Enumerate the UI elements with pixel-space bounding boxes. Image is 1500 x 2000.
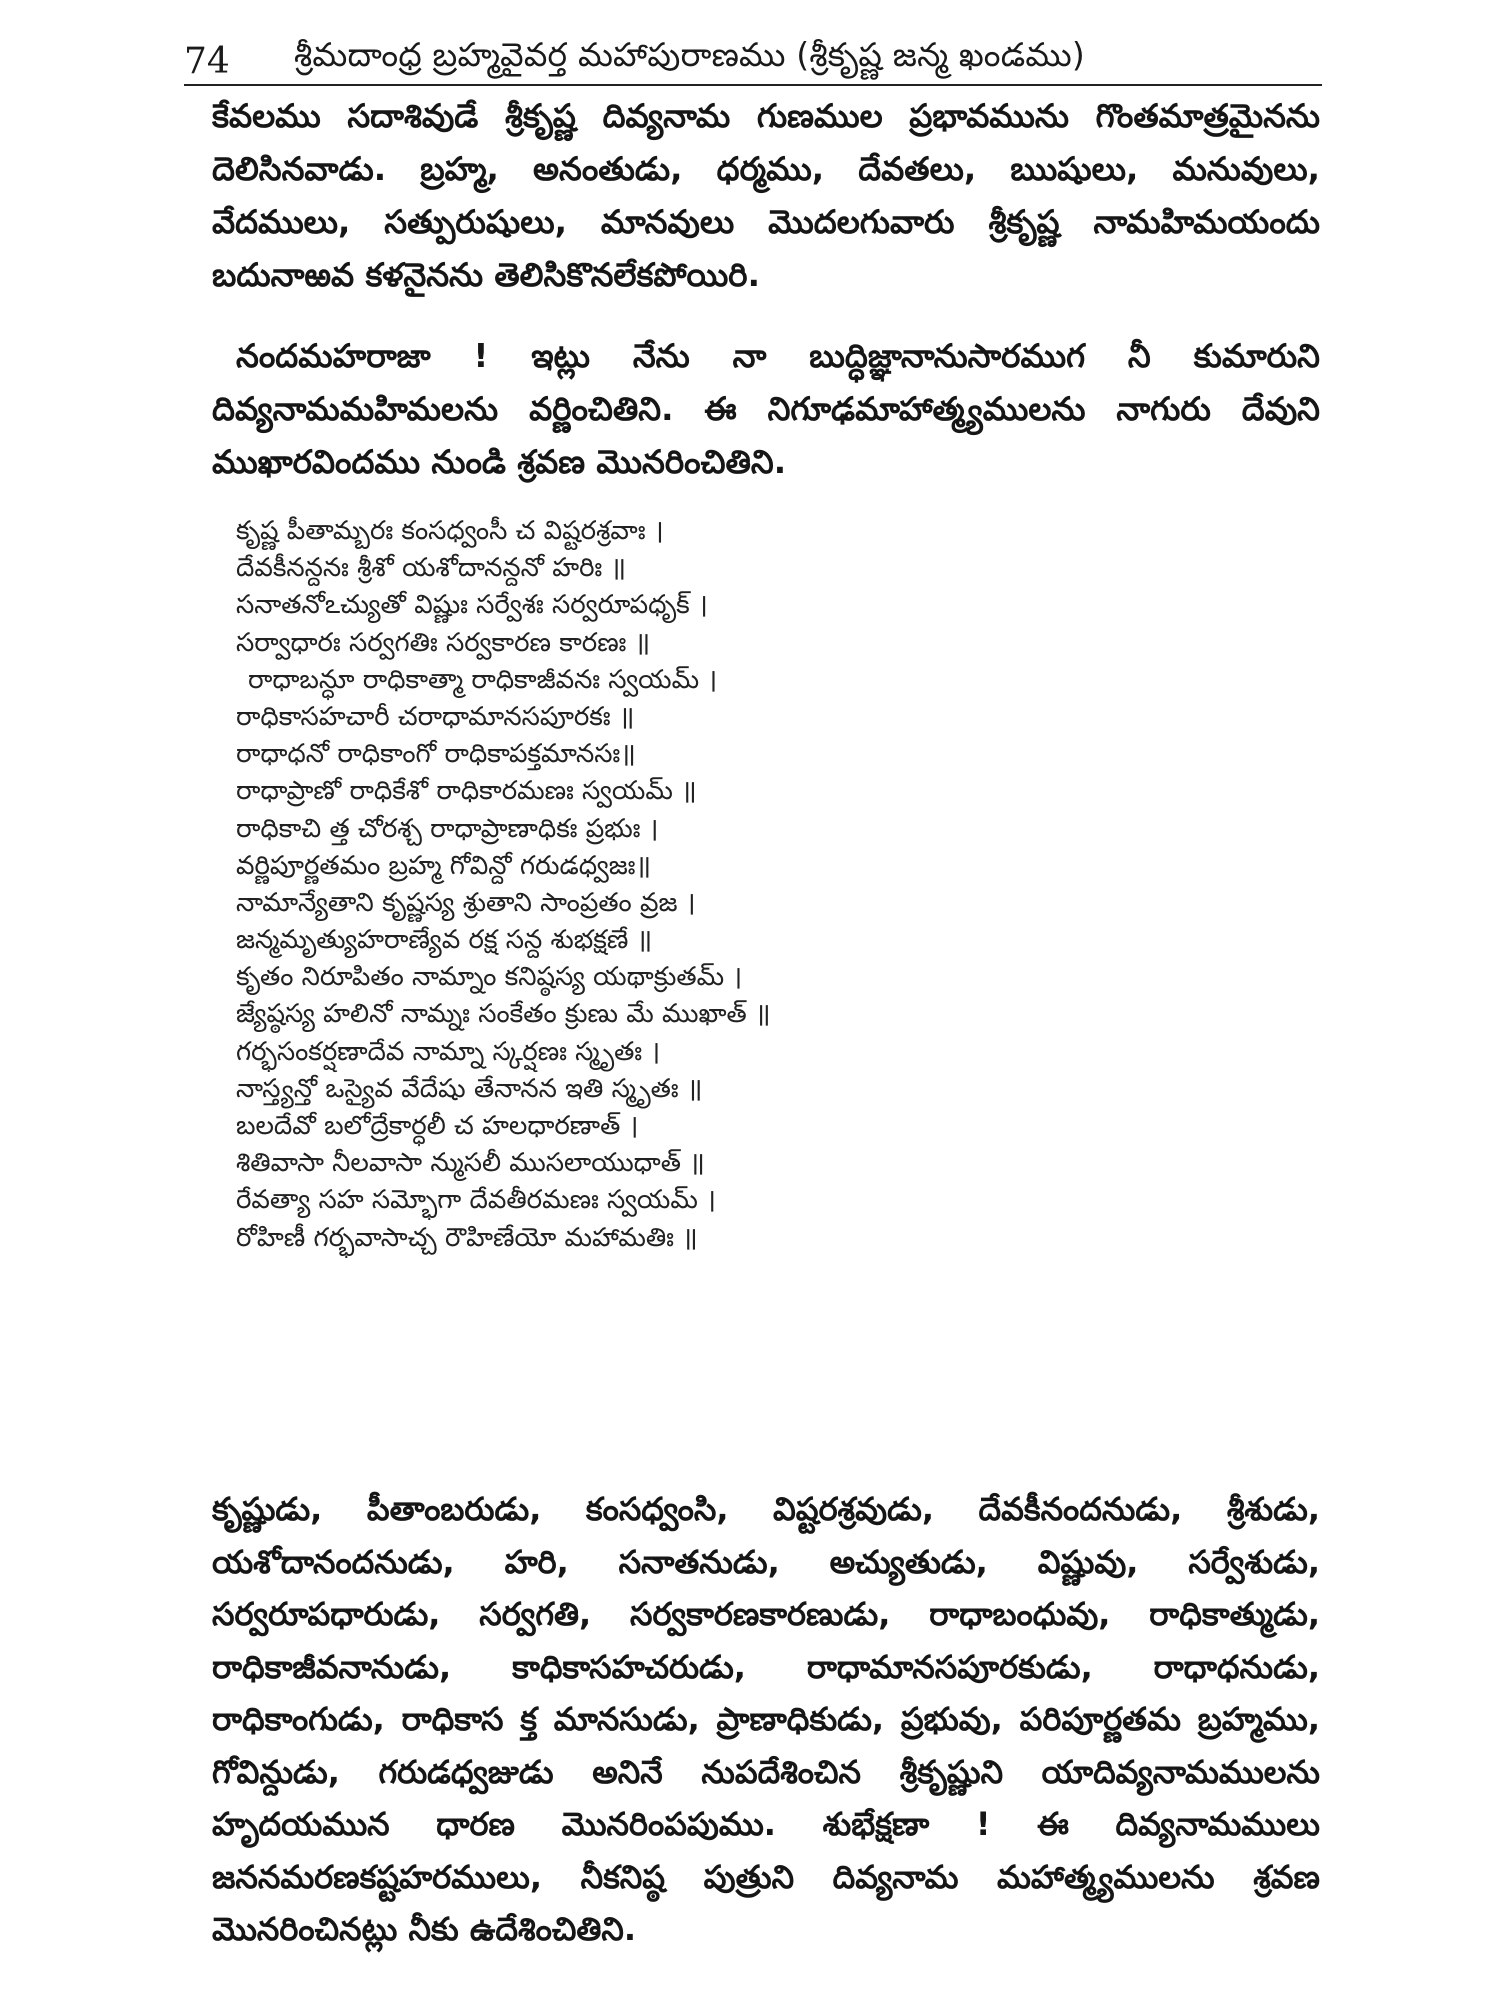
paragraph-2: నందమహరాజా ! ఇట్లు నేను నా బుద్ధిజ్ఞానానుసారముగ నీ కుమారుని దివ్యనామమహిమలను వర్ణించితిని. ఈ నిగూఢమాహాత్మ్యములను నాగురు దేవుని ముఖారవిందము నుండి శ్రవణ మొనరించితిని. bbox=[212, 337, 1320, 481]
verse-line: రాధాప్రాణో రాధికేశో రాధికారమణః స్వయమ్ ॥ bbox=[236, 776, 697, 807]
verse-line: గర్భసంకర్షణాదేవ నామ్నా స్కర్షణః స్మృతః । bbox=[236, 1036, 661, 1067]
verse-line: నామాన్యేతాని కృష్ణస్య శ్రుతాని సాంప్రతం వ్రజ । bbox=[236, 887, 696, 918]
verse-line: రాధికాచి త్త చోరశ్చ రాధాప్రాణాధికః ప్రభుః । bbox=[236, 813, 659, 844]
paragraph-1: కేవలము సదాశివుడే శ్రీకృష్ణ దివ్యనామ గుణముల ప్రభావమును గొంతమాత్రమైనను దెలిసినవాడు. బ్రహ్మ, అనంతుడు, ధర్మము, దేవతలు, ఋషులు, మనువులు, వేదములు, సత్పురుషులు, మానవులు మొదలగువారు శ్రీకృష్ణ నామహిమయందు బదునాఱవ కళనైనను తెలిసికొనలేకపోయిరి. bbox=[212, 97, 1320, 294]
verse-line: జన్మమృత్యుహరాణ్యేవ రక్ష సన్ద శుభక్షణే ॥ bbox=[236, 925, 653, 956]
page-number: 74 bbox=[184, 41, 230, 82]
verse-line: బలదేవో బలోద్రేకార్ధలీ చ హలధారణాత్ । bbox=[236, 1111, 639, 1141]
paragraph-3: కృష్ణుడు, పీతాంబరుడు, కంసధ్వంసి, విష్టరశ్రవుడు, దేవకీనందనుడు, శ్రీశుడు, యశోదానందనుడు, హరి, సనాతనుడు, అచ్యుతుడు, విష్ణువు, సర్వేశుడు, సర్వరూపధారుడు, సర్వగతి, సర్వకారణకారణుడు, రాధాబంధువు, రాధికాత్ముడు, రాధికాజీవనానుడు, కాధికాసహచరుడు, రాధామానసపూరకుడు, రాధాధనుడు, రాధికాంగుడు, రాధికాస క్త మానసుడు, ప్రాణాధికుడు, ప్రభువు, పరిపూర్ణతమ బ్రహ్మము, గోవిన్దుడు, గరుడధ్వజుడు అనినే నుపదేశించిన శ్రీకృష్ణుని యాదివ్యనామములను హృదయమున ధారణ మొనరింపపుము. శుభేక్షణా ! ఈ దివ్యనామములు జననమరణకష్టహరములు, నీకనిష్ఠ పుత్రుని దివ్యనామ మహాత్మ్యములను శ్రవణ మొనరించినట్లు నీకు ఉదేశించితిని. bbox=[212, 1490, 1320, 1948]
verse-line: రేవత్యా సహ సమ్భోగా దేవతీరమణః స్వయమ్ । bbox=[236, 1185, 716, 1216]
verse-line: జ్యేష్ఠస్య హలినో నామ్నః సంకేతం క్రుణు మే ముఖాత్ ॥ bbox=[236, 999, 771, 1030]
verse-line: రాధాధనో రాధికాంగో రాధికాపక్తమానసః॥ bbox=[236, 739, 636, 770]
verse-line: కృతం నిరూపితం నామ్నాం కనిష్ఠస్య యథాక్రుతమ్ । bbox=[236, 962, 743, 993]
page-header bbox=[184, 28, 1324, 82]
verse-line: రాధాబన్ధూ రాధికాత్మా రాధికాజీవనః స్వయమ్ । bbox=[248, 664, 718, 695]
sanskrit-verses bbox=[236, 513, 1236, 1257]
verse-line: రాధికాసహచారీ చరాధామానసపూరకః ॥ bbox=[236, 701, 635, 732]
verse-line: వర్ణిపూర్ణతమం బ్రహ్మ గోవిన్దో గరుడధ్వజః॥ bbox=[236, 850, 652, 881]
verse-line: సర్వాధారః సర్వగతిః సర్వకారణ కారణః ॥ bbox=[236, 627, 651, 658]
verse-line: రోహిణీ గర్భవాసాచ్చ రౌహిణేయో మహామతిః ॥ bbox=[236, 1222, 698, 1253]
verse-line: శితివాసా నీలవాసా న్ముసలీ ముసలాయుధాత్ ॥ bbox=[236, 1148, 705, 1179]
verse-line: నాస్త్యన్తో ఒస్యైవ వేదేషు తేనానన ఇతి స్మృతః ॥ bbox=[236, 1073, 703, 1104]
header-rule bbox=[184, 84, 1322, 86]
running-title: శ్రీమదాంధ్ర బ్రహ్మవైవర్త మహాపురాణము (శ్రీకృష్ణ జన్మ ఖండము) bbox=[294, 35, 1085, 74]
verse-line: దేవకీనన్దనః శ్రీశో యశోదానన్దనో హరిః ॥ bbox=[236, 553, 627, 584]
verse-line: సనాతనోఽచ్యుతో విష్ణుః సర్వేశః సర్వరూపధృక్ । bbox=[236, 590, 708, 621]
verse-line: కృష్ణ పీతామ్బరః కంసధ్వంసీ చ విష్టరశ్రవాః । bbox=[236, 516, 664, 546]
